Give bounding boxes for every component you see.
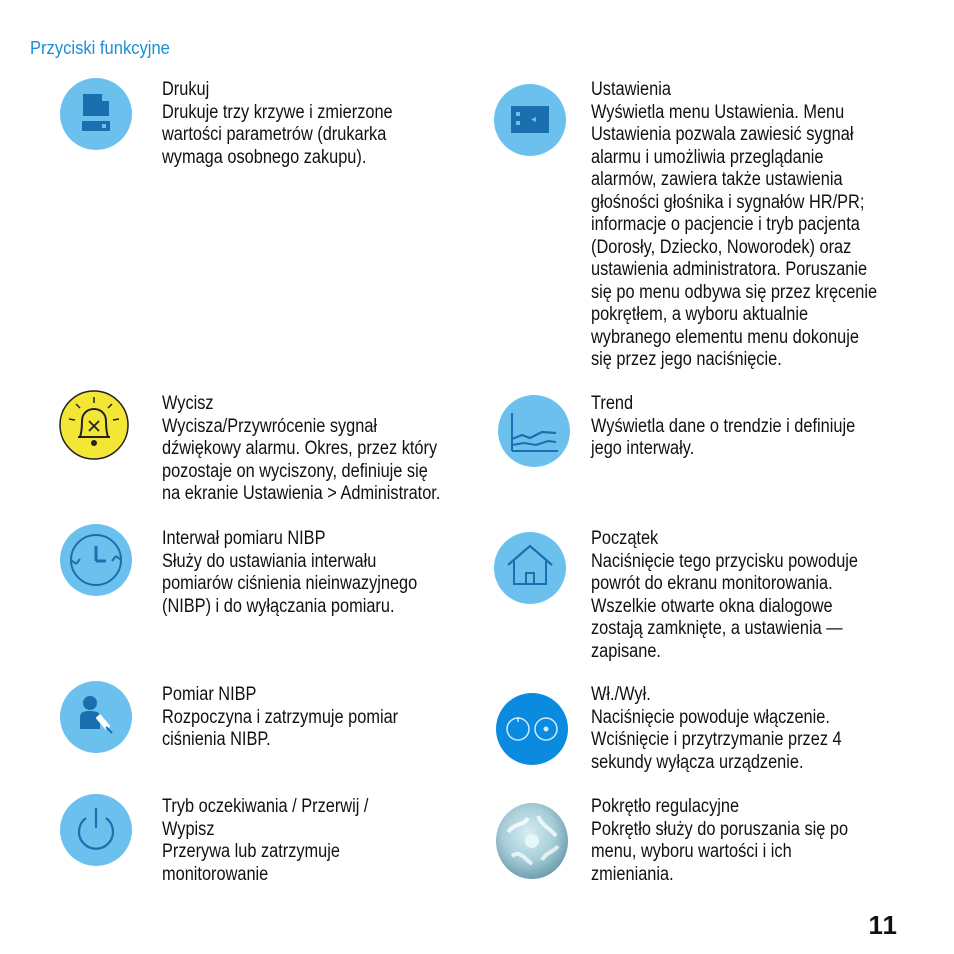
- item-desc-line: Przerywa lub zatrzymuje: [162, 841, 340, 862]
- item-title: Tryb oczekiwania / Przerwij /: [162, 796, 369, 817]
- item-desc-line: pozostaje on wyciszony, definiuje się: [162, 460, 428, 482]
- item-title: Ustawienia: [591, 79, 671, 100]
- item-desc-line: Naciśnięcie powoduje włączenie.: [591, 706, 830, 728]
- item-desc-line: alarmów, zawiera także ustawienia: [591, 169, 843, 190]
- item-desc-line: sekundy wyłącza urządzenie.: [591, 751, 804, 773]
- item-title: Pomiar NIBP: [162, 684, 257, 705]
- item-desc-line: alarmu i umożliwia przeglądanie: [591, 146, 824, 168]
- item-desc-line: menu, wyboru wartości i ich: [591, 841, 792, 862]
- settings-icon[interactable]: [494, 84, 566, 156]
- item-title: Początek: [591, 528, 659, 549]
- printer-icon[interactable]: [60, 78, 132, 150]
- item-desc-line: (NIBP) i do wyłączania pomiaru.: [162, 595, 395, 617]
- control-knob-icon[interactable]: [494, 802, 570, 880]
- item-desc-line: (Dorosły, Dziecko, Noworodek) oraz: [591, 236, 852, 258]
- standby-icon[interactable]: [60, 794, 132, 866]
- power-onoff-icon[interactable]: [496, 693, 568, 765]
- item-desc-line: się przez jego naciśnięcie.: [591, 349, 782, 370]
- item-desc-line: pokrętłem, a wyboru aktualnie: [591, 304, 809, 325]
- section-title: Przyciski funkcyjne: [30, 38, 170, 58]
- item-desc-line: Drukuje trzy krzywe i zmierzone: [162, 101, 393, 123]
- page-number: 11: [868, 910, 898, 940]
- alarm-mute-icon[interactable]: [58, 389, 130, 461]
- item-poczatek: [591, 528, 858, 663]
- item-desc-line: Wszelkie otwarte okna dialogowe: [591, 595, 833, 617]
- item-standby: [162, 796, 368, 886]
- item-title: Wycisz: [162, 393, 214, 414]
- item-desc-line: się po menu odbywa się przez kręcenie: [591, 281, 878, 303]
- item-desc-line: ustawienia administratora. Poruszanie: [591, 259, 868, 280]
- home-icon[interactable]: [494, 532, 566, 604]
- item-desc-line: Pokrętło służy do poruszania się po: [591, 818, 849, 840]
- item-pomiar-nibp: [162, 684, 398, 752]
- item-desc-line: zostają zamknięte, a ustawienia —: [591, 618, 843, 639]
- item-desc-line: Wyświetla dane o trendzie i definiuje: [591, 415, 856, 437]
- item-title: Wł./Wył.: [591, 684, 651, 705]
- item-onoff: [591, 684, 842, 774]
- item-desc-line: Służy do ustawiania interwału: [162, 550, 377, 572]
- trend-icon[interactable]: [498, 395, 570, 467]
- item-desc-line: wymaga osobnego zakupu).: [162, 146, 367, 168]
- item-title: Drukuj: [162, 79, 210, 100]
- item-drukuj: [162, 79, 393, 169]
- item-title: Pokrętło regulacyjne: [591, 796, 740, 817]
- item-desc-line: na ekranie Ustawienia > Administrator.: [162, 483, 441, 504]
- item-desc-line: Wyświetla menu Ustawienia. Menu: [591, 101, 845, 123]
- item-title: Trend: [591, 393, 634, 414]
- item-knob: [591, 796, 848, 886]
- item-desc-line: głośności głośnika i sygnałów HR/PR;: [591, 191, 865, 213]
- item-ustawienia: [591, 79, 877, 372]
- item-wycisz: [162, 393, 440, 506]
- item-title: Interwał pomiaru NIBP: [162, 528, 326, 549]
- item-desc-line: Rozpoczyna i zatrzymuje pomiar: [162, 706, 399, 728]
- item-desc-line: Ustawienia pozwala zawiesić sygnał: [591, 124, 854, 145]
- nibp-measure-icon[interactable]: [60, 681, 132, 753]
- item-desc-line: dźwiękowy alarmu. Okres, przez który: [162, 438, 438, 459]
- item-desc-line: ciśnienia NIBP.: [162, 729, 271, 750]
- item-desc-line: jego interwały.: [591, 438, 695, 459]
- item-desc-line: Wycisza/Przywrócenie sygnał: [162, 415, 378, 437]
- item-nibp-interval: [162, 528, 417, 618]
- item-title: Wypisz: [162, 818, 215, 840]
- item-trend: [591, 393, 855, 461]
- item-desc-line: Wciśnięcie i przytrzymanie przez 4: [591, 729, 842, 750]
- nibp-interval-icon[interactable]: [60, 524, 132, 596]
- item-desc-line: pomiarów ciśnienia nieinwazyjnego: [162, 573, 418, 594]
- item-desc-line: powrót do ekranu monitorowania.: [591, 573, 833, 594]
- item-desc-line: informacje o pacjencie i tryb pacjenta: [591, 214, 860, 235]
- item-desc-line: Naciśnięcie tego przycisku powoduje: [591, 550, 859, 572]
- item-desc-line: wybranego elementu menu dokonuje: [591, 326, 859, 348]
- item-desc-line: wartości parametrów (drukarka: [162, 124, 387, 145]
- item-desc-line: zmieniania.: [591, 863, 674, 885]
- item-desc-line: zapisane.: [591, 640, 661, 662]
- item-desc-line: monitorowanie: [162, 863, 269, 885]
